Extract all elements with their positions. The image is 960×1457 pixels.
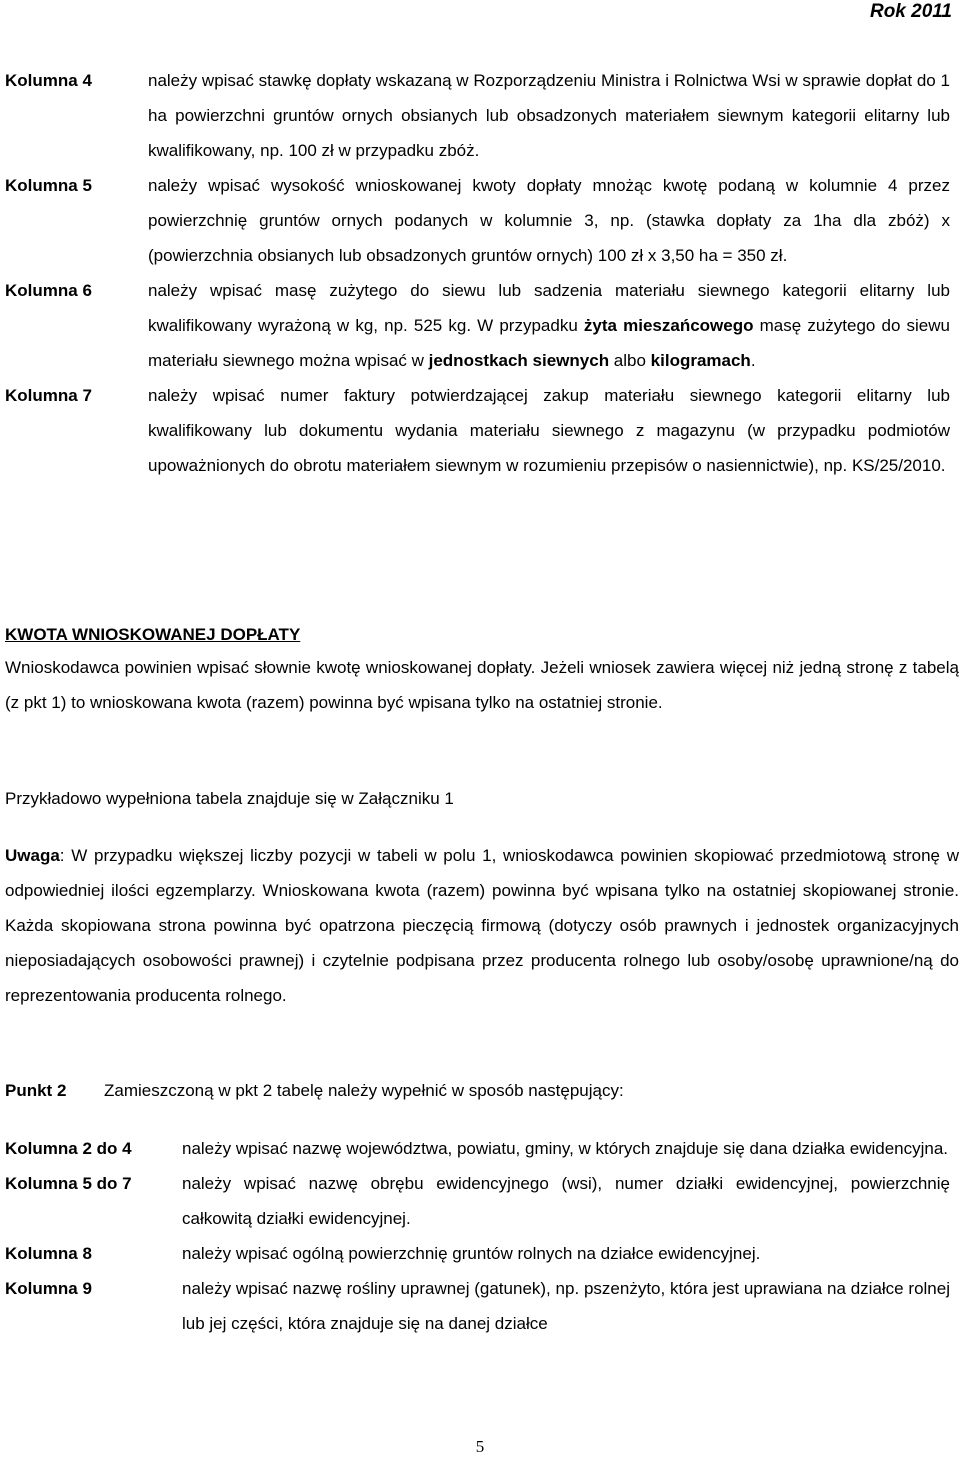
definition-text xyxy=(148,273,950,378)
text-segment: . xyxy=(750,351,756,370)
definition-row-kolumna-7 xyxy=(5,378,950,483)
uwaga-label: Uwaga xyxy=(5,846,60,865)
punkt-2-label: Punkt 2 xyxy=(5,1081,67,1100)
column-definitions-table-1 xyxy=(5,63,950,483)
punkt-2-text: Zamieszczoną w pkt 2 tabelę należy wypełnić w sposób następujący: xyxy=(104,1081,624,1100)
definition-text: należy wpisać nazwę obrębu ewidencyjnego (wsi), numer działki ewidencyjnej, powierzchnię całkowitą działki ewidencyjnej. xyxy=(182,1174,950,1228)
column-definitions-table-2 xyxy=(5,1131,950,1341)
page-number: 5 xyxy=(475,1437,485,1456)
text-segment: należy wpisać masę zużytego do siewu lub sadzenia materiału siewnego kategorii elitarny lub kwalifikowany wyrażoną w kg, np. 525 kg. W przypadku xyxy=(148,281,950,335)
kwota-paragraph: Wnioskodawca powinien wpisać słownie kwotę wnioskowanej dopłaty. Jeżeli wniosek zawiera więcej niż jedną stronę z tabelą (z pkt 1) to wnioskowana kwota (razem) powinna być wpisana tylko na ostatniej stronie. xyxy=(5,658,959,712)
page-header-year: Rok 2011 xyxy=(869,1,952,22)
definition-text: należy wpisać wysokość wnioskowanej kwoty dopłaty mnożąc kwotę podaną w kolumnie 4 przez powierzchnię gruntów ornych podanych w kolumnie 3, np. (stawka dopłaty za 1ha dla zbóż) x (powierzchnia obsianych lub obsadzonych gruntów ornych) 100 zł x 3,50 ha = 350 zł. xyxy=(148,176,950,265)
definition-term: Kolumna 6 xyxy=(5,281,92,300)
definition-text: należy wpisać ogólną powierzchnię gruntów rolnych na działce ewidencyjnej. xyxy=(182,1244,761,1263)
definition-term: Kolumna 2 do 4 xyxy=(5,1139,132,1158)
definition-term: Kolumna 7 xyxy=(5,386,92,405)
definition-row-kolumna-9 xyxy=(5,1271,950,1341)
definition-row-kolumna-8 xyxy=(5,1236,950,1271)
definition-term: Kolumna 5 xyxy=(5,176,92,195)
uwaga-paragraph xyxy=(5,838,959,1013)
definition-term: Kolumna 8 xyxy=(5,1244,92,1263)
text-segment: albo xyxy=(609,351,651,370)
uwaga-text: : W przypadku większej liczby pozycji w tabeli w polu 1, wnioskodawca powinien skopiować przedmiotową stronę w odpowiedniej ilości egzemplarzy. Wnioskowana kwota (razem) powinna być wpisana tylko na ostatniej skopiowanej stronie. Każda skopiowana strona powinna być opatrzona pieczęcią firmową (dotyczy osób prawnych i jednostek organizacyjnych nieposiadających osobowości prawnej) i czytelnie podpisana przez producenta rolnego lub osoby/osobę uprawnione/ną do reprezentowania producenta rolnego. xyxy=(5,846,959,1005)
section-heading-kwota xyxy=(5,617,959,652)
definition-row-kolumna-6 xyxy=(5,273,950,378)
emphasis-zyta-mieszancowego: żyta mieszańcowego xyxy=(583,316,754,335)
definition-term: Kolumna 9 xyxy=(5,1279,92,1298)
definition-text: należy wpisać nazwę województwa, powiatu, gminy, w których znajduje się dana działka ewidencyjna. xyxy=(182,1139,949,1158)
definition-row-kolumna-2-4 xyxy=(5,1131,950,1166)
emphasis-jednostkach-siewnych: jednostkach siewnych xyxy=(428,351,610,370)
example-note: Przykładowo wypełniona tabela znajduje się w Załączniku 1 xyxy=(5,789,454,808)
definition-text: należy wpisać nazwę rośliny uprawnej (gatunek), np. pszenżyto, która jest uprawiana na działce rolnej lub jej części, która znajduje się na danej działce xyxy=(182,1279,950,1333)
definition-row-kolumna-5-7 xyxy=(5,1166,950,1236)
definition-term: Kolumna 5 do 7 xyxy=(5,1174,132,1193)
definition-term: Kolumna 4 xyxy=(5,71,92,90)
emphasis-kilogramach: kilogramach xyxy=(650,351,751,370)
text-segment: masę zużytego do siewu materiału siewnego można wpisać w xyxy=(148,316,950,370)
definition-text: należy wpisać numer faktury potwierdzającej zakup materiału siewnego kategorii elitarny lub kwalifikowany lub dokumentu wydania materiału siewnego z magazynu (w przypadku podmiotów upoważnionych do obrotu materiałem siewnym w rozumieniu przepisów o nasiennictwie), np. KS/25/2010. xyxy=(148,386,950,475)
definition-row-kolumna-4 xyxy=(5,63,950,168)
definition-text: należy wpisać stawkę dopłaty wskazaną w Rozporządzeniu Ministra i Rolnictwa Wsi w sprawie dopłat do 1 ha powierzchni gruntów ornych obsianych lub obsadzonych materiałem siewnym kategorii elitarny lub kwalifikowany, np. 100 zł w przypadku zbóż. xyxy=(148,71,950,160)
kwota-heading: KWOTA WNIOSKOWANEJ DOPŁATY xyxy=(5,625,301,644)
punkt-2-row xyxy=(5,1073,624,1108)
definition-row-kolumna-5 xyxy=(5,168,950,273)
